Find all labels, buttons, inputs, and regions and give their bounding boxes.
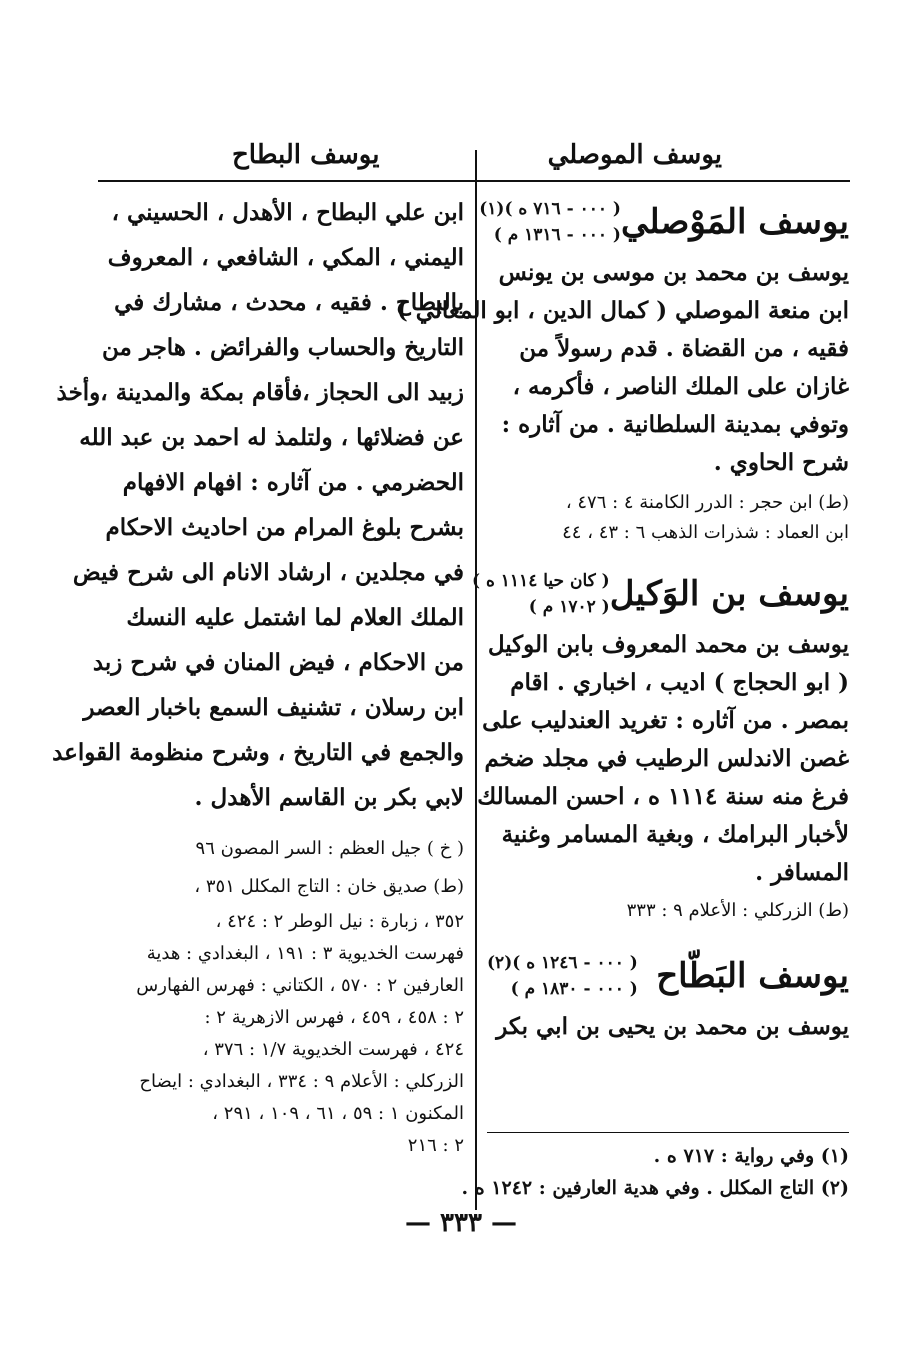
- right-running-header: يوسف الموصلي: [547, 140, 722, 170]
- text-line: بمصر . من آثاره : تغريد العندليب على: [482, 707, 849, 734]
- entry-body: [477, 626, 849, 892]
- footnote-rule: [487, 1132, 849, 1133]
- text-line: اليمني ، المكي ، الشافعي ، المعروف: [107, 244, 464, 271]
- text-line: لأخبار البرامك ، وبغية المسامر وغنية: [501, 821, 849, 848]
- gregorian-dates: ( ٠٠٠ - ١٣١٦ م ): [493, 225, 621, 245]
- source-line: (ط) ابن حجر : الدرر الكامنة ٤ : ٤٧٦ ،: [565, 492, 849, 513]
- text-line: فرغ منه سنة ١١١٤ ه ، احسن المسالك: [477, 783, 849, 810]
- entry-battah: [487, 944, 849, 1046]
- text-line: فقيه ، من القضاة . قدم رسولاً من: [519, 335, 849, 362]
- text-line: شرح الحاوي .: [713, 449, 849, 476]
- source-line: ( خ ) جيل العظم : السر المصون ٩٦: [195, 838, 464, 859]
- text-line: ( ابو الحجاج ) اديب ، اخباري . اقام: [510, 669, 849, 696]
- text-line: ابن منعة الموصلي ( كمال الدين ، ابو المعالي ): [396, 297, 849, 324]
- gregorian-dates: ( ٠٠٠ - ١٨٣٠ م ): [510, 979, 638, 999]
- hijri-dates: ( ٠٠٠ - ٧١٦ ه )(١): [479, 199, 621, 219]
- text-line: بشرح بلوغ المرام من احاديث الاحكام: [105, 514, 464, 541]
- text-line: من الاحكام ، فيض المنان في شرح زبد: [92, 649, 464, 676]
- text-line: غازان على الملك الناصر ، فأكرمه ،: [512, 373, 849, 400]
- source-line: (ط) صديق خان : التاج المكلل ٣٥١ ،: [194, 876, 464, 897]
- gregorian-dates: ( ١٧٠٢ م ): [528, 597, 610, 617]
- text-line: المسافر .: [755, 859, 849, 886]
- entry-dates: [487, 950, 638, 1002]
- text-line: الحضرمي . من آثاره : افهام الافهام: [122, 469, 464, 496]
- text-line: ابن رسلان ، تشنيف السمع باخبار العصر: [83, 694, 464, 721]
- source-line: المكنون ١ : ٥٩ ، ٦١ ، ١٠٩ ، ٢٩١ ،: [212, 1103, 464, 1124]
- source-line: الزركلي : الأعلام ٩ : ٣٣٤ ، البغدادي : ايضاح: [139, 1071, 464, 1092]
- entry-body-continued: [52, 190, 464, 820]
- text-line: يوسف بن محمد بن يحيى بن ابي بكر: [496, 1013, 849, 1040]
- text-line: غصن الاندلس الرطيب في مجلد ضخم: [484, 745, 849, 772]
- source-line: العارفين ٢ : ٥٧٠ ، الكتاني : فهرس الفهارس: [136, 975, 464, 996]
- source-line: ٢ : ٢١٦: [407, 1135, 464, 1156]
- text-line: ابن علي البطاح ، الأهدل ، الحسيني ،: [111, 199, 464, 226]
- entry-dates: [479, 196, 621, 248]
- left-column: [52, 190, 464, 1162]
- right-column: [396, 190, 849, 1046]
- entry-wakil: [472, 562, 849, 926]
- entry-sources: [487, 488, 849, 548]
- text-line: والجمع في التاريخ ، وشرح منظومة القواعد: [52, 739, 464, 766]
- text-line: الملك العلام لما اشتمل عليه النسك: [126, 604, 464, 631]
- page-number: — ٣٣٣ —: [404, 1208, 518, 1238]
- source-line: ٢ : ٤٥٨ ، ٤٥٩ ، فهرس الازهرية ٢ :: [204, 1007, 464, 1028]
- source-line: ابن العماد : شذرات الذهب ٦ : ٤٣ ، ٤٤: [562, 522, 849, 543]
- hijri-dates: ( كان حيا ١١١٤ ه ): [472, 571, 610, 591]
- source-line: ٤٢٤ ، فهرست الخديوية ١/٧ : ٣٧٦ ،: [202, 1039, 464, 1060]
- footnote-1: (١) وفي رواية : ٧١٧ ه .: [653, 1145, 849, 1167]
- entry-sources: [487, 896, 849, 926]
- entry-title: يوسف بن الوَكيل: [609, 574, 849, 614]
- left-running-header: يوسف البطاح: [232, 140, 380, 170]
- entry-title: يوسف البَطّاح: [656, 956, 849, 996]
- entry-sources: [98, 830, 464, 1162]
- source-line: فهرست الخديوية ٣ : ١٩١ ، البغدادي : هدية: [146, 943, 464, 964]
- text-line: زبيد الى الحجاز ،فأقام بمكة والمدينة ،وأخذ: [56, 379, 464, 406]
- text-line: يوسف بن محمد بن موسى بن يونس: [498, 259, 849, 286]
- text-line: يوسف بن محمد المعروف بابن الوكيل: [487, 631, 849, 658]
- entry-dates: [472, 568, 610, 620]
- footnotes: [461, 1140, 849, 1204]
- entry-title: يوسف المَوْصلي: [620, 202, 849, 242]
- text-line: عن فضلائها ، ولتلمذ له احمد بن عبد الله: [79, 424, 464, 451]
- entry-mawsili: [396, 190, 849, 548]
- text-line: بالبطاح . فقيه ، محدث ، مشارك في: [114, 289, 464, 316]
- source-line: ٣٥٢ ، زبارة : نيل الوطر ٢ : ٤٢٤ ،: [215, 911, 464, 932]
- text-line: التاريخ والحساب والفرائض . هاجر من: [102, 334, 464, 361]
- source-line: (ط) الزركلي : الأعلام ٩ : ٣٣٣: [626, 900, 849, 921]
- footnote-2: (٢) التاج المكلل . وفي هدية العارفين : ١٢٤٢ ه .: [461, 1177, 849, 1199]
- entry-body: [396, 254, 849, 482]
- hijri-dates: ( ٠٠٠ - ١٢٤٦ ه )(٢): [487, 953, 638, 973]
- text-line: في مجلدين ، ارشاد الانام الى شرح فيض: [72, 559, 464, 586]
- entry-body: [487, 1008, 849, 1046]
- header-rule: [98, 180, 850, 182]
- text-line: لابي بكر بن القاسم الأهدل .: [194, 784, 464, 811]
- text-line: وتوفي بمدينة السلطانية . من آثاره :: [501, 411, 849, 438]
